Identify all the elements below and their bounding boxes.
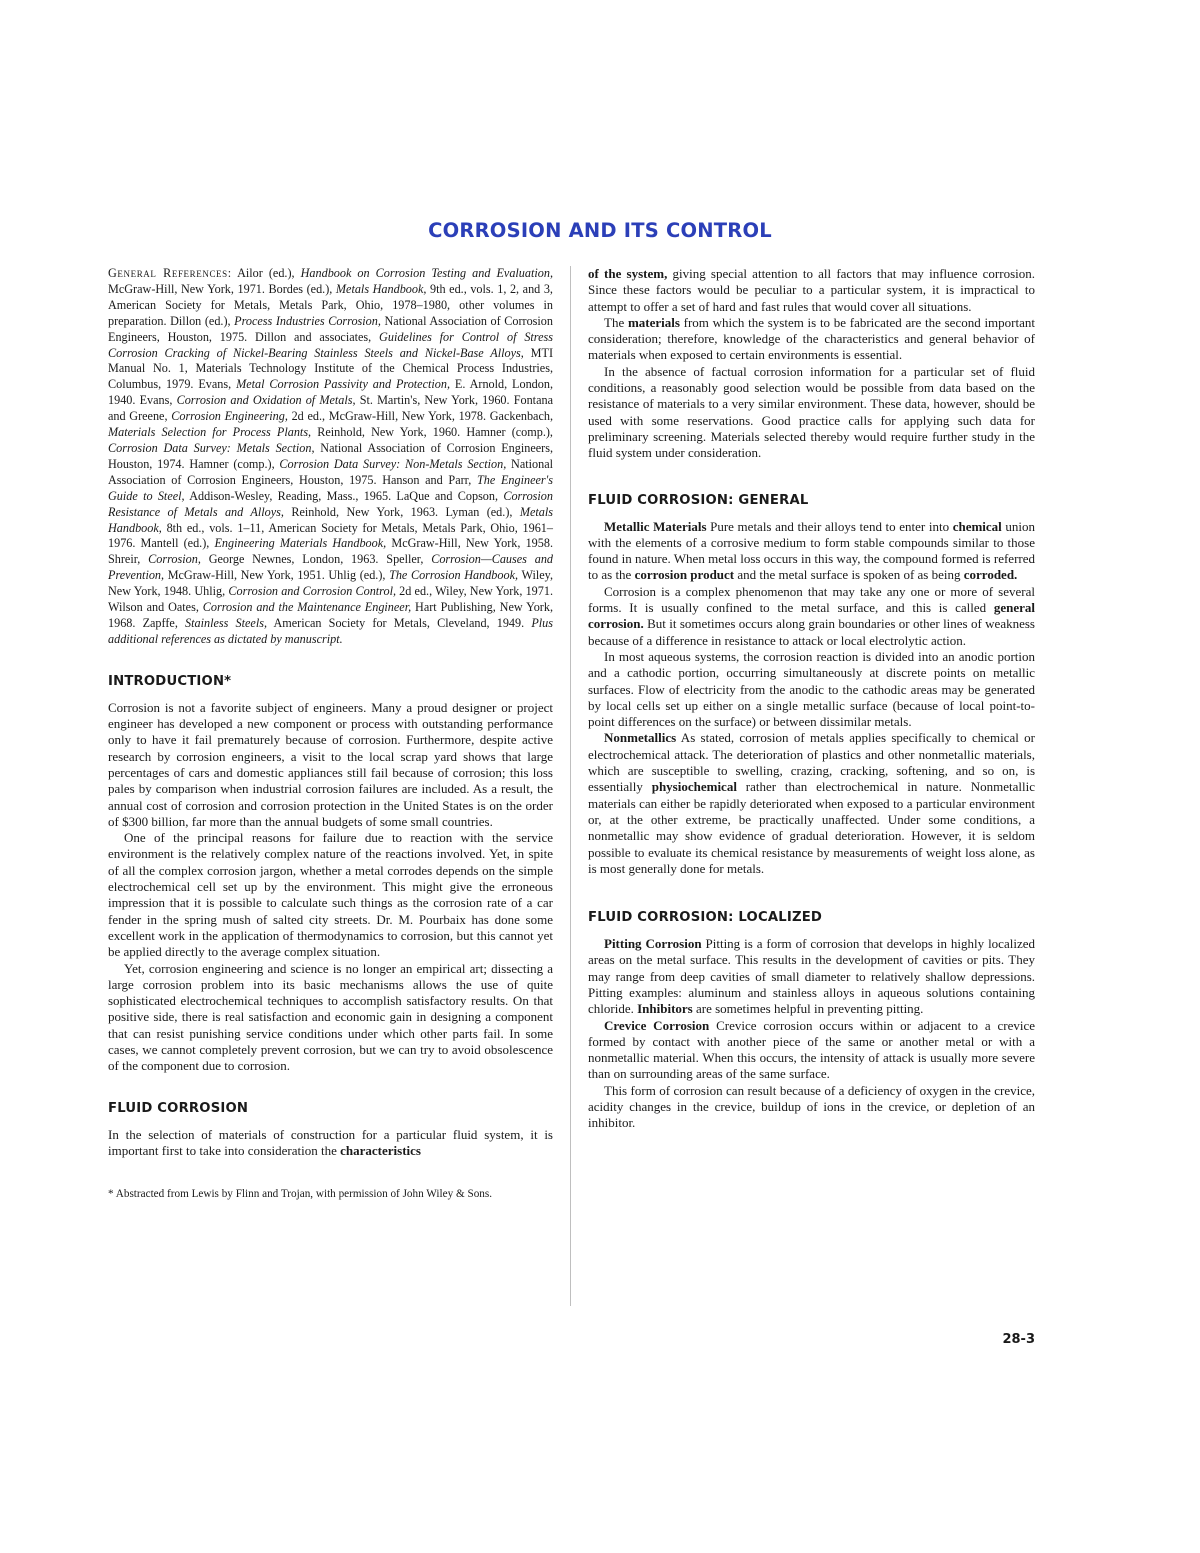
general-paragraph-2: Corrosion is a complex phenomenon that may take any one or more of several forms. It is usually confined to the metal surface, and this is called general corrosion. But it sometimes occurs along grain boundaries or other lines of weakness because of a difference in resistance to attack or local electrolytic action. [588,583,1035,648]
heading-fluid-corrosion-localized: FLUID CORROSION: LOCALIZED [588,910,823,926]
left-column [108,266,553,1202]
heading-fluid-corrosion-general: FLUID CORROSION: GENERAL [588,492,809,508]
heading-fluid-corrosion: FLUID CORROSION [108,1100,249,1116]
column-divider [570,266,571,1306]
localized-paragraph-3: This form of corrosion can result because of a deficiency of oxygen in the crevice, acidity changes in the crevice, buildup of ions in the crevice, or depletion of an inhibitor. [588,1082,1035,1131]
references-label: General References: [108,266,232,280]
fluid-paragraph-3: In the absence of factual corrosion information for a particular set of fluid conditions, a reasonably good selection would be possible from data based on the resistance of materials to a very similar environment. These data, however, should be used with some reservations. Good practice calls for applying such data for preliminary screening. Materials selected thereby would require further study in the fluid system under consideration. [588,363,1035,461]
page-title: CORROSION AND ITS CONTROL [428,219,772,242]
general-paragraph-metallic: Metallic Materials Pure metals and their alloys tend to enter into chemical union with the elements of a corrosive medium to form stable compounds similar to those found in nature. When metal loss occurs in this way, the compound formed is referred to as the corrosion product and the metal surface is spoken of as being corroded. [588,518,1035,583]
general-paragraph-nonmetallics: Nonmetallics As stated, corrosion of metals applies specifically to chemical or electrochemical attack. The deterioration of plastics and other nonmetallic materials, which are susceptible to swelling, crazing, cracking, softening, and so on, is essentially physiochemical rather than electrochemical in nature. Nonmetallic materials can either be rapidly deteriorated when exposed to a particular environment or, at the other extreme, be practically unaffected. Under some conditions, a nonmetallic may show evidence of gradual deterioration. However, it is seldom possible to evaluate its chemical resistance by measurements of weight loss alone, as is most generally done for metals. [588,730,1035,876]
keyword-chemical: chemical [952,518,1002,534]
intro-paragraph-1: Corrosion is not a favorite subject of engineers. Many a proud designer or project engineer has developed a new component or process with outstanding performance only to have it fail prematurely because of corrosion. Furthermore, despite active research by corrosion engineers, a visit to the local scrap yard shows that large percentages of cars and domestic appliances still fail because of corrosion; this loss pales by comparison when industrial corrosion failures are included. As a result, the annual cost of corrosion and corrosion protection in the United States is on the order of $300 billion, far more than the annual budgets of some small countries. [108,699,553,829]
page-number: 28-3 [1002,1332,1035,1347]
subhead-pitting-corrosion: Pitting Corrosion [604,936,702,952]
keyword-of-the-system: of the system, [588,266,668,281]
heading-introduction: INTRODUCTION* [108,673,232,689]
subhead-crevice-corrosion: Crevice Corrosion [604,1017,710,1033]
fluid-paragraph-1-start: In the selection of materials of construction for a particular fluid system, it is important first to take into consideration the characteristics [108,1126,553,1158]
keyword-inhibitors: Inhibitors [637,1001,693,1017]
general-references: General References: Ailor (ed.), Handbook on Corrosion Testing and Evaluation, McGraw-Hill, New York, 1971. Bordes (ed.), Metals Handbook, 9th ed., vols. 1, 2, and 3, American Society for Metals, Metals Park, Ohio, 1978–1980, other volumes in preparation. Dillon (ed.), Process Industries Corrosion, National Association of Corrosion Engineers, Houston, 1975. Dillon and associates, Guidelines for Control of Stress Corrosion Cracking of Nickel-Bearing Stainless Steels and Nickel-Base Alloys, MTI Manual No. 1, Materials Technology Institute of the Chemical Process Industries, Columbus, 1979. Evans, Metal Corrosion Passivity and Protection, E. Arnold, London, 1940. Evans, Corrosion and Oxidation of Metals, St. Martin's, New York, 1960. Fontana and Greene, Corrosion Engineering, 2d ed., McGraw-Hill, New York, 1978. Gackenbach, Materials Selection for Process Plants, Reinhold, New York, 1960. Hamner (comp.), Corrosion Data Survey: Metals Section, National Association of Corrosion Engineers, Houston, 1974. Hamner (comp.), Corrosion Data Survey: Non-Metals Section, National Association of Corrosion Engineers, Houston, 1975. Hanson and Parr, The Engineer's Guide to Steel, Addison-Wesley, Reading, Mass., 1965. LaQue and Copson, Corrosion Resistance of Metals and Alloys, Reinhold, New York, 1963. Lyman (ed.), Metals Handbook, 8th ed., vols. 1–11, American Society for Metals, Metals Park, Ohio, 1961–1976. Mantell (ed.), Engineering Materials Handbook, McGraw-Hill, New York, 1958. Shreir, Corrosion, George Newnes, London, 1963. Speller, Corrosion—Causes and Prevention, McGraw-Hill, New York, 1951. Uhlig (ed.), The Corrosion Handbook, Wiley, New York, 1948. Uhlig, Corrosion and Corrosion Control, 2d ed., Wiley, New York, 1971. Wilson and Oates, Corrosion and the Maintenance Engineer, Hart Publishing, New York, 1968. Zapffe, Stainless Steels, American Society for Metals, Cleveland, 1949. Plus additional references as dictated by manuscript. [108,266,554,646]
keyword-general-corrosion: general corrosion. [588,600,1035,632]
general-paragraph-3: In most aqueous systems, the corrosion reaction is divided into an anodic portion and a cathodic portion, occurring simultaneously at discrete points on metallic surfaces. Flow of electricity from the anodic to the cathodic areas may be generated by local cells set up either on a single metallic surface (because of local point-to-point differences on the surface) or between dissimilar metals. [588,648,1035,730]
keyword-corroded: corroded. [963,567,1018,583]
localized-paragraph-crevice: Crevice Corrosion Crevice corrosion occurs within or adjacent to a crevice formed by contact with another piece of the same or another metal or with a nonmetallic material. When this occurs, the intensity of attack is usually more severe than on surrounding areas of the same surface. [588,1017,1035,1082]
footnote: * Abstracted from Lewis by Flinn and Trojan, with permission of John Wiley & Sons. [108,1188,493,1201]
subhead-nonmetallics: Nonmetallics [604,730,677,746]
intro-paragraph-2: One of the principal reasons for failure due to reaction with the service environment is the relatively complex nature of the reactions involved. Yet, in spite of all the complex corrosion jargon, whether a metal corrodes depends on the simple electrochemical cell set up by the environment. This might give the erroneous impression that it is possible to calculate such things as the corrosion rate of a car fender in the spring mush of salted city streets. Dr. M. Pourbaix has done some excellent work in the application of thermodynamics to corrosion, but this cannot yet be applied directly to the average complex situation. [108,830,553,960]
fluid-paragraph-2: The materials from which the system is to be fabricated are the second important consideration; therefore, knowledge of the characteristics and general behavior of materials when exposed to certain environments is essential. [588,314,1035,363]
fluid-paragraph-1-continued: of the system, giving special attention to all factors that may influence corrosion. Since these factors would be peculiar to a particular system, it is impractical to attempt to offer a set of hard and fast rules that would cover all situations. [588,266,1035,314]
intro-paragraph-3: Yet, corrosion engineering and science is no longer an empirical art; dissecting a large corrosion problem into its basic mechanisms allows the use of quite sophisticated electrochemical techniques to accomplish satisfactory results. On that positive side, there is real satisfaction and economic gain in designing a component that can resist punishing service conditions under which other parts fail. In some cases, we cannot completely prevent corrosion, but we can try to avoid obsolescence of the component due to corrosion. [108,960,553,1074]
right-column [588,266,1035,1132]
localized-paragraph-pitting: Pitting Corrosion Pitting is a form of corrosion that develops in highly localized areas on the metal surface. This results in the development of cavities or pits. They may range from deep cavities of small diameter to relatively shallow depressions. Pitting examples: aluminum and stainless alloys in aqueous solutions containing chloride. Inhibitors are sometimes helpful in preventing pitting. [588,936,1035,1017]
keyword-physiochemical: physiochemical [651,779,737,795]
keyword-corrosion-product: corrosion product [634,567,735,583]
keyword-characteristics: characteristics [340,1142,421,1158]
keyword-materials: materials [627,314,680,330]
subhead-metallic-materials: Metallic Materials [604,518,707,534]
